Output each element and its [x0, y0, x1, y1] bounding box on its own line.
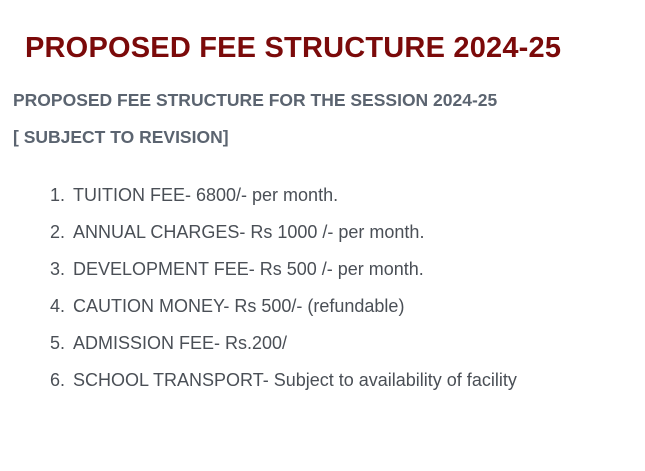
list-number: 2. [50, 222, 66, 242]
fee-list [50, 183, 517, 405]
fee-item-caution-money [50, 294, 517, 331]
fee-text: SCHOOL TRANSPORT- Subject to availability of facility [73, 370, 517, 390]
fee-text: TUITION FEE- 6800/- per month. [73, 185, 339, 205]
list-number: 6. [50, 370, 66, 390]
revision-note: [ SUBJECT TO REVISION] [13, 127, 229, 147]
list-number: 3. [50, 259, 66, 279]
fee-text: ADMISSION FEE- Rs.200/ [73, 333, 288, 353]
fee-text: ANNUAL CHARGES- Rs 1000 /- per month. [73, 222, 425, 242]
list-number: 5. [50, 333, 66, 353]
fee-item-annual-charges [50, 220, 517, 257]
session-subtitle: PROPOSED FEE STRUCTURE FOR THE SESSION 2024-25 [13, 90, 498, 110]
page-title: PROPOSED FEE STRUCTURE 2024-25 [25, 32, 562, 64]
fee-item-development [50, 257, 517, 294]
list-number: 1. [50, 185, 66, 205]
fee-item-school-transport [50, 368, 517, 405]
fee-item-tuition [50, 183, 517, 220]
list-number: 4. [50, 296, 66, 316]
fee-item-admission [50, 331, 517, 368]
fee-text: DEVELOPMENT FEE- Rs 500 /- per month. [73, 259, 424, 279]
fee-text: CAUTION MONEY- Rs 500/- (refundable) [73, 296, 405, 316]
